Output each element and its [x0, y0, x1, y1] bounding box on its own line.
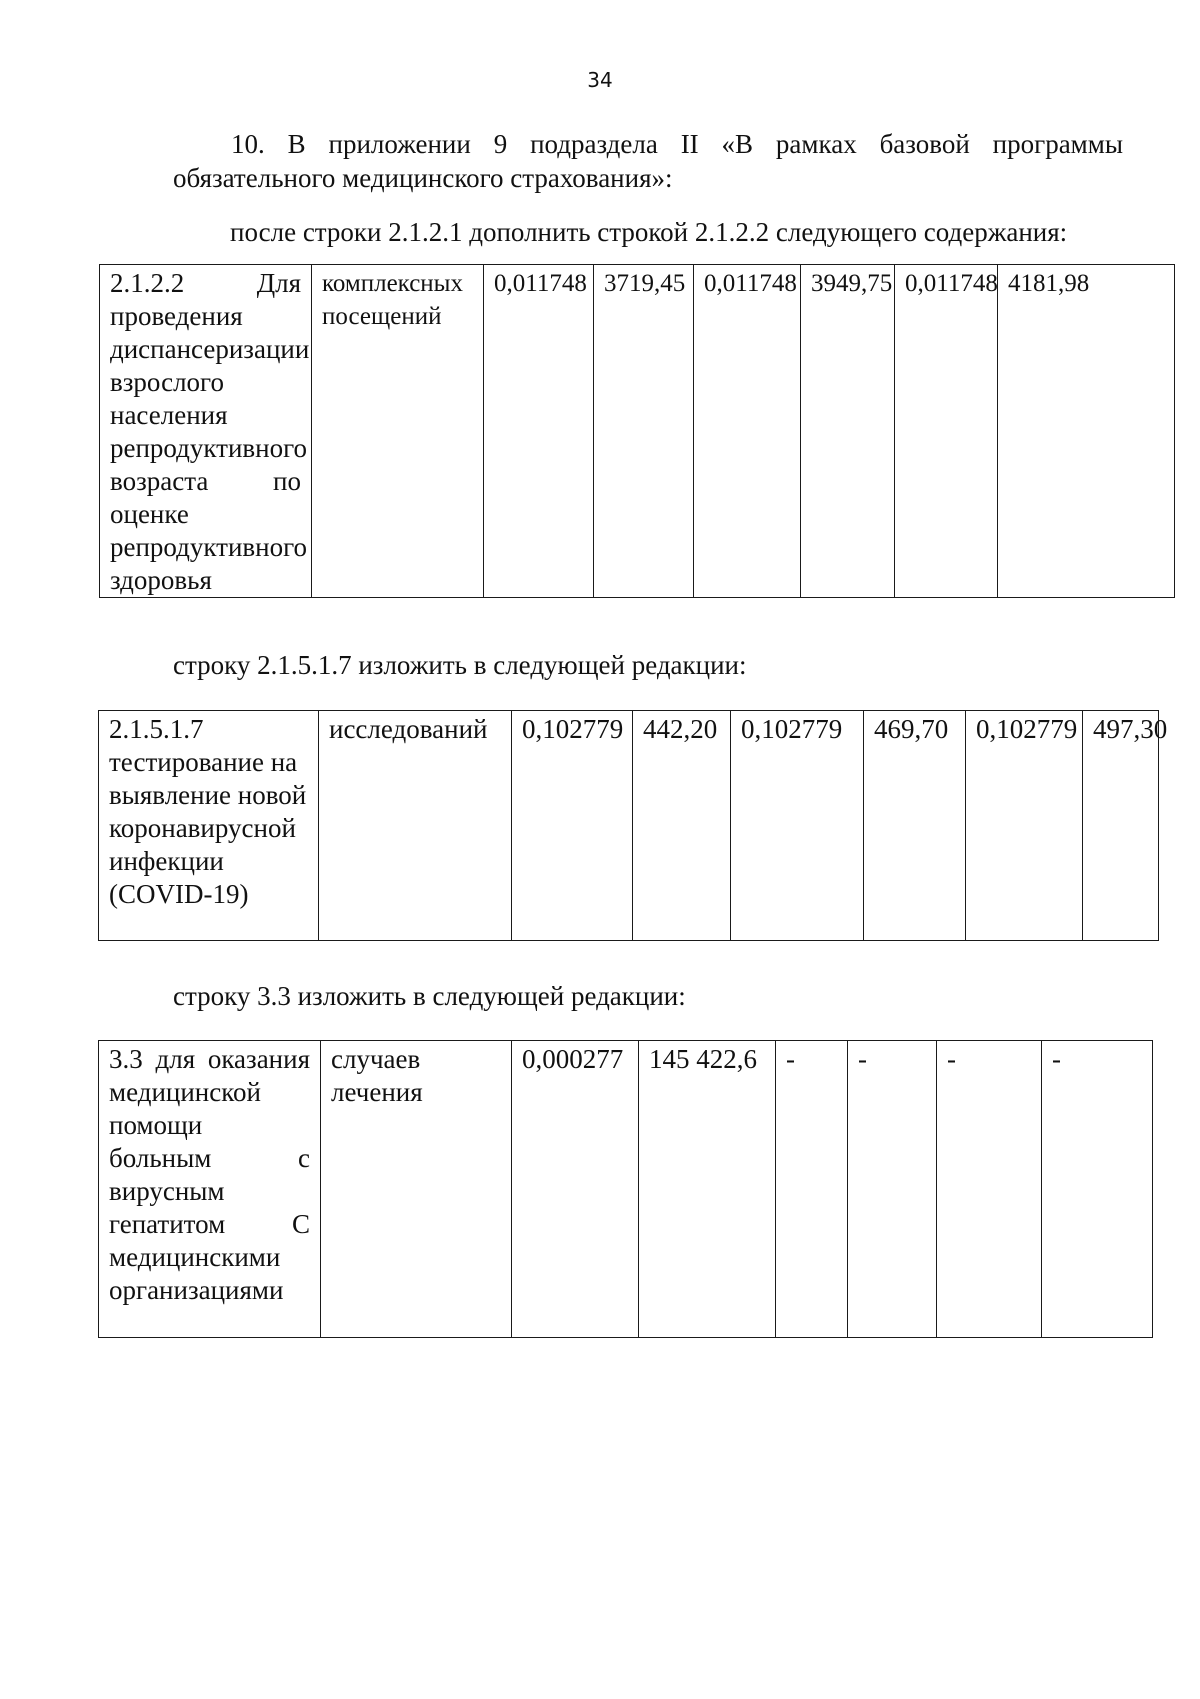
row-name-cell: 2.1.5.1.7 тестирование на выявление новой коронавирусной инфекции (COVID-19) — [99, 711, 319, 941]
value-cell: 0,000277 — [512, 1041, 639, 1338]
row-name-cell: 2.1.2.2 Для проведения диспансеризации взрослого населения репродуктивного возраста по оценке репродуктивного здоровья — [100, 265, 312, 598]
value-cell: - — [776, 1041, 848, 1338]
value-cell: 3719,45 — [594, 265, 694, 598]
table-row-2-1-5-1-7 — [98, 710, 1168, 941]
row-name-cell: 3.3 для оказания медицинской помощи больным с вирусным гепатитом С медицинскими организациями — [99, 1041, 321, 1338]
amendment-line-1: 10. В приложении 9 подраздела II «В рамках базовой программы — [231, 129, 1123, 159]
value-cell: 442,20 — [633, 711, 731, 941]
amendment-paragraph — [173, 127, 1123, 195]
value-cell: 145 422,6 — [639, 1041, 776, 1338]
table-row — [100, 265, 1175, 598]
value-cell: - — [1042, 1041, 1153, 1338]
value-cell: 3949,75 — [801, 265, 895, 598]
value-cell: 0,102779 — [512, 711, 633, 941]
table-row-2-1-2-2 — [99, 264, 1175, 598]
value-cell: 0,102779 — [966, 711, 1083, 941]
table-row — [99, 1041, 1153, 1338]
section-2-intro: строку 2.1.5.1.7 изложить в следующей редакции: — [173, 650, 747, 680]
value-cell: 497,30 — [1083, 711, 1159, 941]
table-row-3-3 — [98, 1040, 1153, 1338]
value-cell: 0,102779 — [731, 711, 864, 941]
value-cell: - — [937, 1041, 1042, 1338]
unit-cell: случаев лечения — [321, 1041, 512, 1338]
page-number: 34 — [587, 68, 613, 92]
section-3-intro: строку 3.3 изложить в следующей редакции: — [173, 981, 686, 1011]
value-cell: 0,011748 — [895, 265, 998, 598]
unit-cell: исследований — [319, 711, 512, 941]
value-cell: 469,70 — [864, 711, 966, 941]
value-cell: 4181,98 — [998, 265, 1175, 598]
section-1-intro: после строки 2.1.2.1 дополнить строкой 2.1.2.2 следующего содержания: — [230, 217, 1068, 247]
value-cell: 0,011748 — [484, 265, 594, 598]
value-cell: - — [848, 1041, 937, 1338]
amendment-line-2: обязательного медицинского страхования»: — [173, 163, 673, 193]
value-cell: 0,011748 — [694, 265, 801, 598]
unit-cell: комплексных посещений — [312, 265, 484, 598]
table-row — [99, 711, 1159, 941]
